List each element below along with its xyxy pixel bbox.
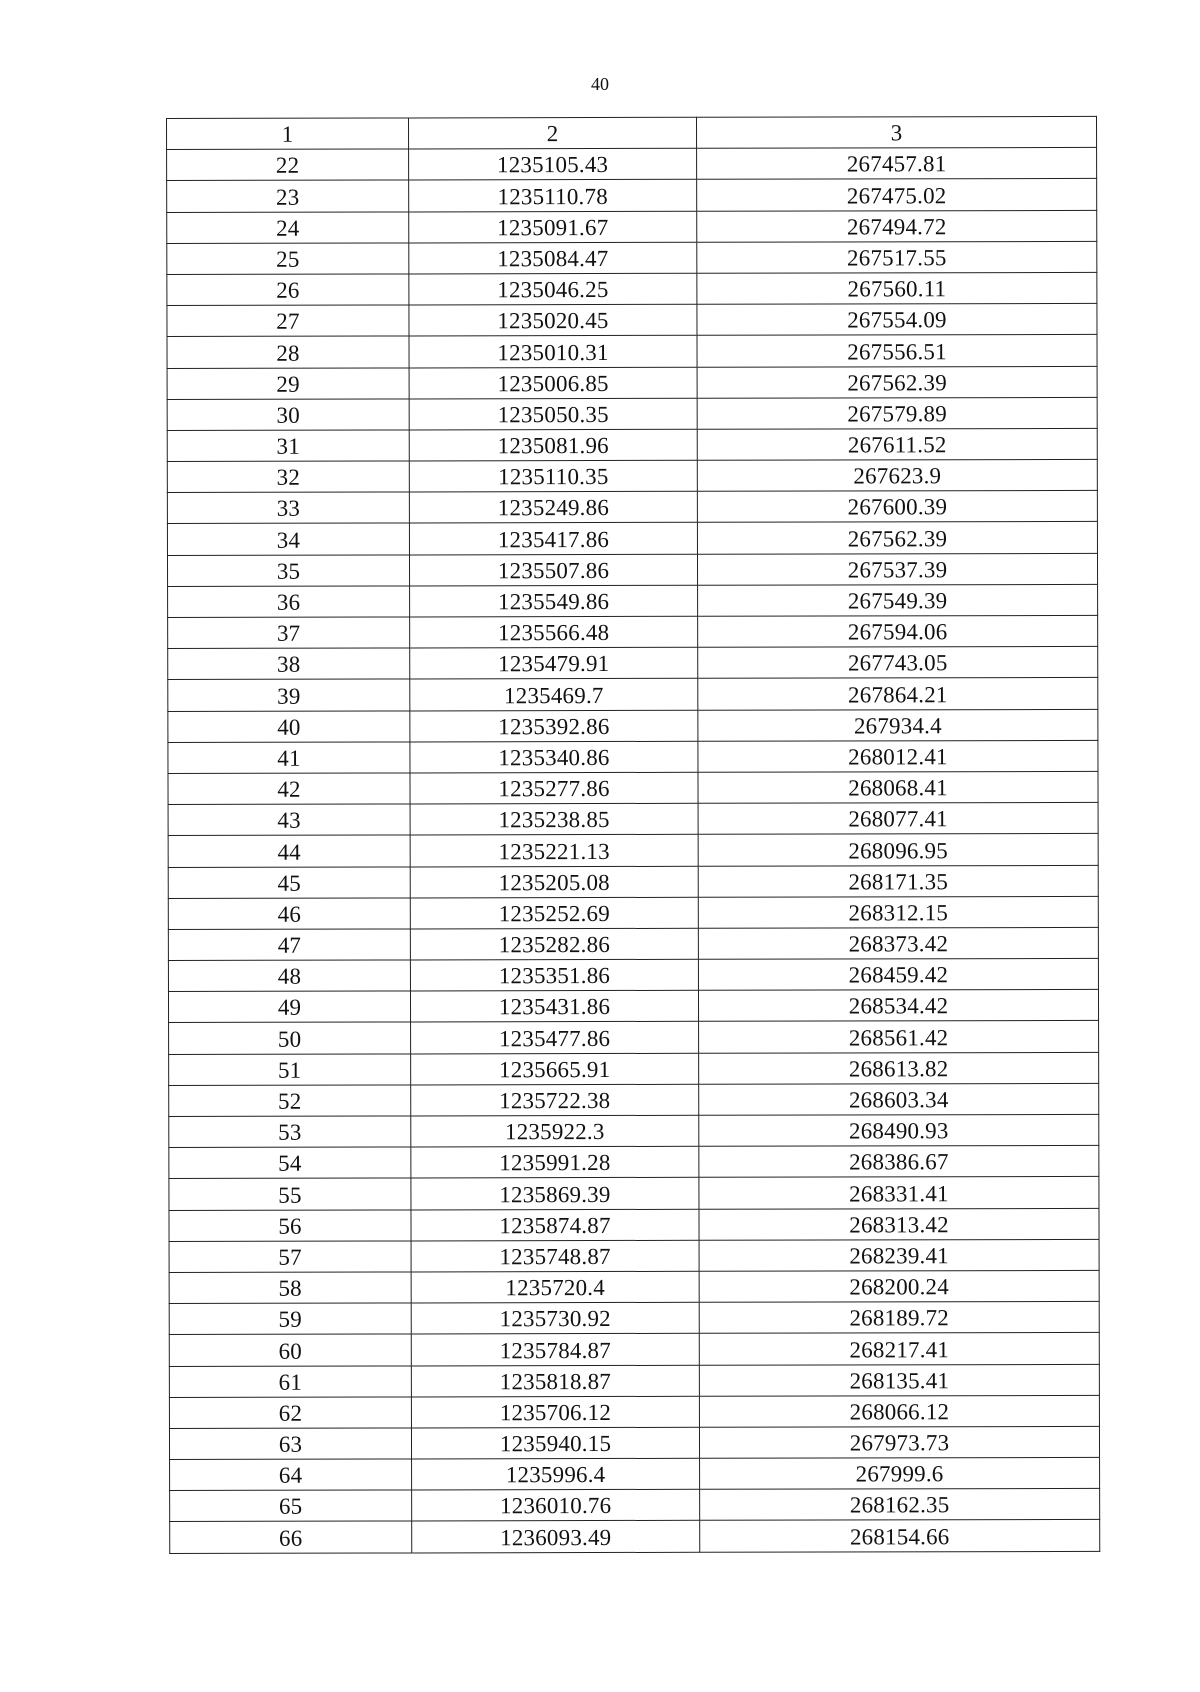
table-cell: 1235469.7	[410, 679, 698, 711]
table-cell: 1235110.35	[409, 460, 697, 492]
table-row	[167, 397, 1097, 430]
table-cell: 62	[169, 1397, 411, 1429]
table-cell: 1236093.49	[412, 1521, 700, 1553]
table-cell: 268068.41	[698, 771, 1098, 803]
table-cell: 1235730.92	[411, 1302, 699, 1334]
table-cell: 268373.42	[698, 927, 1098, 959]
table-row	[169, 1302, 1099, 1335]
table-cell: 1235722.38	[411, 1084, 699, 1116]
table-cell: 268189.72	[699, 1302, 1099, 1334]
table-cell: 268077.41	[698, 803, 1098, 835]
table-cell: 30	[167, 399, 409, 431]
page-number: 40	[591, 74, 609, 94]
table-row	[170, 1489, 1100, 1522]
table-cell: 27	[167, 305, 409, 337]
table-row	[168, 990, 1098, 1023]
table-cell: 1235020.45	[409, 304, 697, 336]
table-cell: 268217.41	[699, 1333, 1099, 1365]
table-row	[168, 834, 1098, 867]
table-cell: 1235006.85	[409, 367, 697, 399]
table-cell: 1235549.86	[410, 585, 698, 617]
table-cell: 1235050.35	[409, 398, 697, 430]
table-cell: 34	[167, 523, 409, 555]
table-row	[168, 647, 1098, 680]
table-cell: 24	[167, 212, 409, 244]
table-row	[169, 1083, 1099, 1116]
table-cell: 53	[169, 1116, 411, 1148]
column-header: 1	[167, 118, 409, 150]
table-cell: 43	[168, 804, 410, 836]
table-cell: 31	[167, 430, 409, 462]
table-row	[168, 740, 1098, 773]
table-cell: 267623.9	[697, 459, 1097, 491]
table-cell: 58	[169, 1272, 411, 1304]
table-row	[170, 1457, 1100, 1490]
table-cell: 268490.93	[699, 1114, 1099, 1146]
table-cell: 268154.66	[700, 1520, 1100, 1552]
table-cell: 268603.34	[699, 1083, 1099, 1115]
table-cell: 1235110.78	[409, 180, 697, 212]
table-cell: 47	[168, 929, 410, 961]
table-cell: 268386.67	[699, 1146, 1099, 1178]
table-cell: 1235010.31	[409, 336, 697, 368]
table-row	[169, 1177, 1099, 1210]
table-cell: 64	[170, 1459, 412, 1491]
table-cell: 49	[168, 991, 410, 1023]
table-cell: 1235205.08	[410, 866, 698, 898]
table-cell: 1235706.12	[411, 1396, 699, 1428]
table-row	[167, 366, 1097, 399]
coordinates-table	[166, 116, 1100, 1554]
table-cell: 1235252.69	[410, 897, 698, 929]
table-cell: 1235940.15	[411, 1427, 699, 1459]
table-row	[168, 927, 1098, 960]
table-row	[169, 1208, 1099, 1241]
table-row	[169, 1426, 1099, 1459]
table-header-row	[167, 116, 1097, 149]
table-cell: 39	[168, 679, 410, 711]
table-row	[169, 1146, 1099, 1179]
table-cell: 267554.09	[697, 304, 1097, 336]
table-cell: 267494.72	[697, 210, 1097, 242]
table-cell: 36	[168, 586, 410, 618]
table-cell: 32	[167, 461, 409, 493]
table-cell: 66	[170, 1521, 412, 1553]
table-cell: 268239.41	[699, 1239, 1099, 1271]
table-row	[169, 1395, 1099, 1428]
table-cell: 61	[169, 1365, 411, 1397]
table-cell: 45	[168, 866, 410, 898]
table-cell: 1235720.4	[411, 1271, 699, 1303]
table-cell: 268312.15	[698, 896, 1098, 928]
table-cell: 1235238.85	[410, 803, 698, 835]
table-cell: 35	[167, 555, 409, 587]
table-cell: 46	[168, 898, 410, 930]
table-cell: 1235479.91	[410, 647, 698, 679]
table-cell: 1235091.67	[409, 211, 697, 243]
table-cell: 1235507.86	[409, 554, 697, 586]
table-row	[167, 491, 1097, 524]
table-row	[167, 335, 1097, 368]
table-cell: 59	[169, 1303, 411, 1335]
table-cell: 267562.39	[697, 522, 1097, 554]
table-row	[168, 865, 1098, 898]
table-cell: 1235869.39	[411, 1178, 699, 1210]
table-cell: 268313.42	[699, 1208, 1099, 1240]
table-row	[168, 709, 1098, 742]
table-cell: 267594.06	[698, 615, 1098, 647]
table-cell: 22	[167, 149, 409, 181]
table-cell: 1235221.13	[410, 835, 698, 867]
table-cell: 1235477.86	[411, 1022, 699, 1054]
table-cell: 267579.89	[697, 397, 1097, 429]
table-cell: 1235991.28	[411, 1146, 699, 1178]
table-cell: 60	[169, 1334, 411, 1366]
table-row	[167, 553, 1097, 586]
table-cell: 267517.55	[697, 241, 1097, 273]
table-cell: 1235351.86	[410, 959, 698, 991]
table-body	[167, 148, 1100, 1554]
table-cell: 1235105.43	[409, 148, 697, 180]
table-row	[168, 958, 1098, 991]
table-row	[170, 1520, 1100, 1553]
table-cell: 41	[168, 742, 410, 774]
table-row	[169, 1239, 1099, 1272]
table-cell: 268135.41	[699, 1364, 1099, 1396]
table-row	[167, 179, 1097, 212]
table-row	[169, 1364, 1099, 1397]
table-row	[168, 896, 1098, 929]
table-cell: 1235566.48	[410, 616, 698, 648]
table-cell: 268534.42	[698, 990, 1098, 1022]
table-cell: 44	[168, 835, 410, 867]
table-cell: 268012.41	[698, 740, 1098, 772]
table-cell: 48	[168, 960, 410, 992]
table-cell: 63	[169, 1428, 411, 1460]
table-cell: 268613.82	[699, 1052, 1099, 1084]
table-cell: 42	[168, 773, 410, 805]
table-cell: 1235417.86	[409, 523, 697, 555]
table-cell: 26	[167, 274, 409, 306]
table-row	[167, 272, 1097, 305]
table-row	[167, 428, 1097, 461]
table-cell: 1235996.4	[412, 1458, 700, 1490]
table-cell: 267537.39	[697, 553, 1097, 585]
table-cell: 268066.12	[699, 1395, 1099, 1427]
table-cell: 55	[169, 1178, 411, 1210]
table-cell: 267556.51	[697, 335, 1097, 367]
table-cell: 25	[167, 243, 409, 275]
table-row	[168, 771, 1098, 804]
table-cell: 1235081.96	[409, 429, 697, 461]
table-row	[169, 1333, 1099, 1366]
table-cell: 268200.24	[699, 1270, 1099, 1302]
table-row	[169, 1021, 1099, 1054]
table-cell: 1235818.87	[411, 1365, 699, 1397]
table-cell: 33	[167, 492, 409, 524]
table-cell: 268162.35	[700, 1489, 1100, 1521]
table-cell: 267600.39	[697, 491, 1097, 523]
table-row	[167, 304, 1097, 337]
table-cell: 1235784.87	[411, 1334, 699, 1366]
column-header: 3	[696, 116, 1096, 148]
table-cell: 1235874.87	[411, 1209, 699, 1241]
table-cell: 29	[167, 367, 409, 399]
table-cell: 268171.35	[698, 865, 1098, 897]
table-row	[168, 803, 1098, 836]
table-cell: 52	[169, 1085, 411, 1117]
table-row	[167, 522, 1097, 555]
table-cell: 1236010.76	[412, 1490, 700, 1522]
table-cell: 267934.4	[698, 709, 1098, 741]
table-cell: 267611.52	[697, 428, 1097, 460]
table-row	[168, 615, 1098, 648]
table-cell: 268561.42	[699, 1021, 1099, 1053]
table-cell: 1235084.47	[409, 242, 697, 274]
table-cell: 57	[169, 1241, 411, 1273]
table-cell: 54	[169, 1147, 411, 1179]
table-row	[167, 210, 1097, 243]
table-cell: 23	[167, 180, 409, 212]
table-cell: 268459.42	[698, 958, 1098, 990]
table-cell: 268331.41	[699, 1177, 1099, 1209]
table-cell: 267973.73	[699, 1426, 1099, 1458]
column-header: 2	[409, 117, 697, 149]
table-cell: 267864.21	[698, 678, 1098, 710]
table-cell: 1235249.86	[409, 492, 697, 524]
table-cell: 1235665.91	[411, 1053, 699, 1085]
table-row	[168, 678, 1098, 711]
table-cell: 37	[168, 617, 410, 649]
table-row	[169, 1270, 1099, 1303]
table-cell: 51	[169, 1054, 411, 1086]
table-cell: 38	[168, 648, 410, 680]
table-cell: 56	[169, 1210, 411, 1242]
table-cell: 267560.11	[697, 272, 1097, 304]
table-row	[169, 1052, 1099, 1085]
table-row	[167, 148, 1097, 181]
table-cell: 267999.6	[700, 1457, 1100, 1489]
table-cell: 1235340.86	[410, 741, 698, 773]
table-cell: 1235046.25	[409, 273, 697, 305]
table-cell: 267549.39	[698, 584, 1098, 616]
table-cell: 1235748.87	[411, 1240, 699, 1272]
table-cell: 40	[168, 711, 410, 743]
table-cell: 28	[167, 336, 409, 368]
table-row	[168, 584, 1098, 617]
table-row	[167, 459, 1097, 492]
table-cell: 267562.39	[697, 366, 1097, 398]
table-cell: 1235277.86	[410, 772, 698, 804]
table-cell: 267475.02	[697, 179, 1097, 211]
table-cell: 1235282.86	[410, 928, 698, 960]
table-cell: 65	[170, 1490, 412, 1522]
table-cell: 1235392.86	[410, 710, 698, 742]
table-row	[169, 1114, 1099, 1147]
table-cell: 1235922.3	[411, 1115, 699, 1147]
table-cell: 50	[169, 1022, 411, 1054]
table-cell: 1235431.86	[410, 991, 698, 1023]
table-row	[167, 241, 1097, 274]
table-cell: 268096.95	[698, 834, 1098, 866]
table-cell: 267457.81	[697, 148, 1097, 180]
table-cell: 267743.05	[698, 647, 1098, 679]
